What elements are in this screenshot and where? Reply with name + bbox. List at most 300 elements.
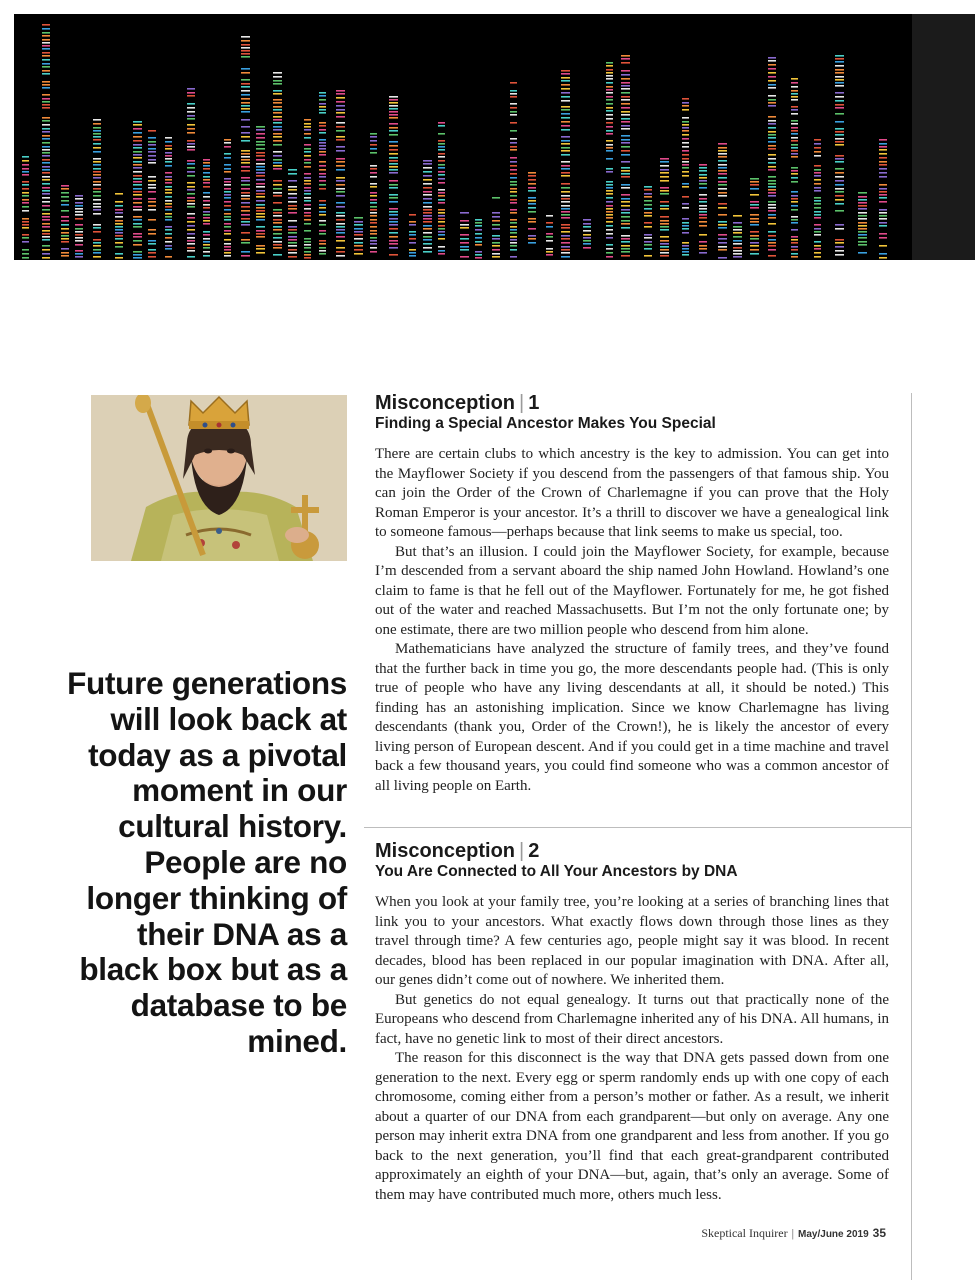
dna-band bbox=[165, 192, 172, 194]
dna-band bbox=[115, 201, 123, 203]
dna-band bbox=[75, 195, 83, 197]
dna-band bbox=[718, 177, 727, 179]
dna-band bbox=[241, 156, 250, 158]
dna-band bbox=[561, 113, 570, 115]
dna-band bbox=[319, 161, 326, 163]
dna-band bbox=[621, 238, 630, 240]
dna-band bbox=[241, 79, 250, 81]
dna-band bbox=[42, 107, 50, 109]
dna-band bbox=[768, 214, 776, 216]
dna-band bbox=[336, 195, 345, 197]
dna-band bbox=[814, 248, 821, 250]
dna-band bbox=[621, 62, 630, 64]
body-paragraph: When you look at your family tree, you’re looking at a series of branching lines that link you to your ancestors. What exactly flows down through those lines as they travel through time? A few centuries ago, people might say it was blood. In recent decades, blood has been replaced in our popular imagination with DNA. After all, our genes didn’t come out of nowhere. We inherited them. bbox=[375, 894, 889, 988]
dna-band bbox=[165, 245, 172, 247]
dna-band bbox=[682, 196, 689, 198]
dna-band bbox=[768, 223, 776, 225]
dna-band bbox=[606, 103, 613, 105]
dna-band bbox=[644, 215, 652, 217]
dna-band bbox=[409, 249, 416, 251]
dna-band bbox=[814, 224, 821, 226]
dna-band bbox=[879, 143, 887, 145]
dna-band bbox=[814, 155, 821, 157]
dna-band bbox=[148, 159, 156, 161]
dna-band bbox=[187, 213, 195, 215]
dna-band bbox=[835, 242, 844, 244]
dna-band bbox=[528, 175, 536, 177]
dna-band bbox=[510, 161, 517, 163]
dna-band bbox=[389, 111, 398, 113]
dna-band bbox=[606, 86, 613, 88]
dna-band bbox=[682, 154, 689, 156]
dna-band bbox=[561, 84, 570, 86]
banner-side-shade bbox=[912, 14, 975, 260]
dna-band bbox=[241, 132, 250, 134]
dna-band bbox=[660, 169, 669, 171]
dna-band bbox=[475, 251, 482, 253]
dna-band bbox=[660, 172, 669, 174]
dna-band bbox=[42, 230, 50, 232]
dna-band bbox=[370, 209, 377, 211]
dna-band bbox=[528, 187, 536, 189]
dna-band bbox=[61, 204, 69, 206]
dna-band bbox=[660, 243, 669, 245]
dna-band bbox=[389, 99, 398, 101]
dna-band bbox=[835, 113, 844, 115]
dna-band bbox=[606, 130, 613, 132]
dna-band bbox=[768, 80, 776, 82]
dna-band bbox=[304, 155, 311, 157]
dna-band bbox=[835, 168, 844, 170]
dna-band bbox=[133, 209, 142, 211]
dna-band bbox=[241, 50, 250, 52]
dna-band bbox=[583, 219, 591, 221]
dna-band bbox=[644, 204, 652, 206]
dna-band bbox=[510, 157, 517, 159]
dna-band bbox=[510, 138, 517, 140]
dna-band bbox=[835, 100, 844, 102]
dna-band bbox=[528, 218, 536, 220]
dna-band bbox=[768, 242, 776, 244]
dna-band bbox=[241, 202, 250, 204]
dna-band bbox=[835, 58, 844, 60]
dna-band bbox=[187, 197, 195, 199]
dna-band bbox=[858, 225, 867, 227]
dna-band bbox=[835, 184, 844, 186]
dna-band bbox=[389, 221, 398, 223]
dna-band bbox=[814, 139, 821, 141]
dna-band bbox=[165, 233, 172, 235]
dna-band bbox=[165, 172, 172, 174]
dna-band bbox=[165, 213, 172, 215]
dna-band bbox=[389, 254, 398, 256]
dna-band bbox=[750, 181, 759, 183]
dna-band bbox=[319, 180, 326, 182]
dna-band bbox=[791, 153, 798, 155]
dna-band bbox=[203, 207, 210, 209]
dna-band bbox=[423, 212, 432, 214]
dna-band bbox=[273, 151, 282, 153]
section-number: 1 bbox=[528, 392, 540, 414]
dna-band bbox=[644, 226, 652, 228]
dna-band bbox=[148, 176, 156, 178]
dna-band bbox=[835, 228, 844, 230]
dna-band bbox=[165, 219, 172, 221]
dna-band bbox=[61, 216, 69, 218]
dna-band bbox=[389, 153, 398, 155]
dna-band bbox=[879, 245, 887, 247]
dna-band bbox=[768, 116, 776, 118]
dna-band bbox=[187, 149, 195, 151]
dna-band bbox=[621, 125, 630, 127]
dna-band bbox=[224, 181, 231, 183]
dna-band bbox=[561, 211, 570, 213]
dna-band bbox=[42, 152, 50, 154]
dna-band bbox=[561, 195, 570, 197]
dna-band bbox=[718, 153, 727, 155]
dna-band bbox=[879, 253, 887, 255]
dna-band bbox=[423, 209, 432, 211]
dna-band bbox=[224, 209, 231, 211]
dna-band bbox=[682, 183, 689, 185]
dna-band bbox=[606, 82, 613, 84]
dna-band bbox=[304, 159, 311, 161]
dna-band bbox=[203, 179, 210, 181]
dna-band bbox=[858, 192, 867, 194]
dna-band bbox=[354, 249, 363, 251]
dna-band bbox=[304, 219, 311, 221]
dna-band bbox=[389, 96, 398, 98]
dna-band bbox=[256, 213, 265, 215]
body-paragraph: There are certain clubs to which ancestry is the key to admission. You can get into the Mayflower Society if you descend from the passengers of that famous ship. You can join the Order of the Crown of Charlemagne if you can prove that the Holy Roman Emperor is your ancestor. It’s a thrill to discover we have a genealogical link to someone famous—perhaps because that link seems to make us special, too. bbox=[375, 446, 889, 540]
dna-band bbox=[187, 225, 195, 227]
dna-band bbox=[75, 256, 83, 258]
dna-band bbox=[660, 229, 669, 231]
dna-band bbox=[133, 178, 142, 180]
dna-band bbox=[148, 256, 156, 258]
dna-band bbox=[621, 103, 630, 105]
dna-band bbox=[273, 188, 282, 190]
dna-band bbox=[768, 95, 776, 97]
footer-separator: | bbox=[791, 1226, 795, 1240]
dna-band bbox=[370, 237, 377, 239]
dna-band bbox=[336, 177, 345, 179]
dna-band bbox=[621, 99, 630, 101]
dna-band bbox=[510, 114, 517, 116]
dna-band bbox=[423, 179, 432, 181]
body-paragraph: But genetics do not equal genealogy. It turns out that practically none of the Europeans who descend from Charlemagne inherited any of his DNA. All humans, in fact, have no genetic link to most of their direct ancestors. bbox=[375, 991, 889, 1047]
dna-band bbox=[370, 183, 377, 185]
dna-band bbox=[241, 242, 250, 244]
dna-band bbox=[423, 221, 432, 223]
dna-band bbox=[409, 231, 416, 233]
dna-band bbox=[389, 141, 398, 143]
dna-band bbox=[682, 98, 689, 100]
dna-band bbox=[133, 136, 142, 138]
dna-band bbox=[133, 191, 142, 193]
dna-band bbox=[133, 198, 142, 200]
dna-band bbox=[288, 220, 297, 222]
dna-band bbox=[733, 229, 742, 231]
dna-band bbox=[133, 164, 142, 166]
dna-band bbox=[241, 198, 250, 200]
dna-band bbox=[187, 247, 195, 249]
dna-band bbox=[133, 219, 142, 221]
dna-band bbox=[389, 123, 398, 125]
dna-band bbox=[93, 203, 101, 205]
dna-band bbox=[319, 200, 326, 202]
dna-band bbox=[621, 205, 630, 207]
dna-band bbox=[699, 170, 707, 172]
dna-band bbox=[93, 252, 101, 254]
dna-band bbox=[733, 240, 742, 242]
dna-band bbox=[768, 217, 776, 219]
dna-band bbox=[660, 223, 669, 225]
dna-band bbox=[42, 42, 50, 44]
dna-band bbox=[336, 251, 345, 253]
dna-band bbox=[492, 235, 500, 237]
dna-band bbox=[389, 102, 398, 104]
dna-band bbox=[768, 154, 776, 156]
dna-band bbox=[42, 223, 50, 225]
dna-band bbox=[165, 137, 172, 139]
dna-band bbox=[835, 161, 844, 163]
dna-band bbox=[718, 234, 727, 236]
dna-band bbox=[768, 204, 776, 206]
dna-band bbox=[791, 256, 798, 258]
dna-band bbox=[606, 126, 613, 128]
dna-band bbox=[148, 219, 156, 221]
dna-band bbox=[256, 169, 265, 171]
dna-band bbox=[644, 196, 652, 198]
dna-band bbox=[835, 254, 844, 256]
dna-band bbox=[791, 140, 798, 142]
dna-band bbox=[61, 185, 69, 187]
dna-band bbox=[370, 136, 377, 138]
dna-band bbox=[256, 207, 265, 209]
dna-band bbox=[858, 234, 867, 236]
dna-band bbox=[148, 252, 156, 254]
dna-band bbox=[370, 172, 377, 174]
dna-band bbox=[791, 130, 798, 132]
dna-band bbox=[438, 140, 445, 142]
dna-band bbox=[791, 242, 798, 244]
dna-band bbox=[546, 222, 553, 224]
dna-band bbox=[133, 144, 142, 146]
dna-band bbox=[224, 201, 231, 203]
dna-band bbox=[835, 131, 844, 133]
dna-band bbox=[791, 236, 798, 238]
dna-band bbox=[273, 140, 282, 142]
dna-band bbox=[336, 116, 345, 118]
dna-band bbox=[682, 130, 689, 132]
dna-band bbox=[606, 62, 613, 64]
dna-band bbox=[546, 240, 553, 242]
dna-band bbox=[460, 256, 469, 258]
dna-band bbox=[621, 170, 630, 172]
dna-band bbox=[370, 219, 377, 221]
dna-band bbox=[148, 151, 156, 153]
section-divider bbox=[364, 827, 912, 828]
dna-band bbox=[835, 176, 844, 178]
dna-band bbox=[22, 160, 29, 162]
dna-band bbox=[148, 137, 156, 139]
dna-band bbox=[791, 133, 798, 135]
dna-band bbox=[165, 148, 172, 150]
dna-band bbox=[791, 198, 798, 200]
dna-band bbox=[814, 197, 821, 199]
dna-band bbox=[718, 143, 727, 145]
dna-band bbox=[768, 176, 776, 178]
dna-band bbox=[768, 137, 776, 139]
dna-band bbox=[273, 122, 282, 124]
dna-band bbox=[475, 254, 482, 256]
dna-band bbox=[370, 243, 377, 245]
dna-band bbox=[319, 129, 326, 131]
dna-band bbox=[621, 187, 630, 189]
dna-band bbox=[165, 165, 172, 167]
dna-band bbox=[273, 129, 282, 131]
dna-band bbox=[835, 191, 844, 193]
dna-band bbox=[42, 94, 50, 96]
dna-band bbox=[621, 85, 630, 87]
dna-band bbox=[354, 245, 363, 247]
dna-band bbox=[241, 94, 250, 96]
dna-band bbox=[165, 206, 172, 208]
dna-band bbox=[241, 188, 250, 190]
dna-band bbox=[304, 257, 311, 259]
dna-band bbox=[621, 173, 630, 175]
dna-band bbox=[791, 93, 798, 95]
dna-band bbox=[148, 155, 156, 157]
dna-band bbox=[561, 208, 570, 210]
dna-band bbox=[606, 107, 613, 109]
dna-band bbox=[660, 252, 669, 254]
dna-band bbox=[561, 238, 570, 240]
dna-band bbox=[288, 256, 297, 258]
dna-band bbox=[423, 251, 432, 253]
dna-band bbox=[319, 233, 326, 235]
dna-band bbox=[791, 195, 798, 197]
dna-band bbox=[682, 134, 689, 136]
dna-band bbox=[733, 253, 742, 255]
dna-band bbox=[319, 165, 326, 167]
dna-band bbox=[510, 209, 517, 211]
dna-band bbox=[336, 146, 345, 148]
dna-band bbox=[165, 145, 172, 147]
dna-band bbox=[93, 184, 101, 186]
dna-band bbox=[288, 212, 297, 214]
dna-band bbox=[336, 126, 345, 128]
pull-quote: Future generations will look back at today as a pivotal moment in our cultural history. People are no longer thinking of their DNA as a black box but as a database to be mined. bbox=[67, 665, 347, 1059]
dna-band bbox=[273, 159, 282, 161]
dna-band bbox=[273, 112, 282, 114]
dna-band bbox=[133, 206, 142, 208]
dna-band bbox=[288, 245, 297, 247]
dna-band bbox=[75, 218, 83, 220]
dna-band bbox=[241, 40, 250, 42]
dna-band bbox=[858, 237, 867, 239]
dna-band bbox=[460, 246, 469, 248]
dna-band bbox=[187, 221, 195, 223]
dna-band bbox=[460, 227, 469, 229]
dna-band bbox=[561, 165, 570, 167]
dna-band bbox=[768, 231, 776, 233]
dna-band bbox=[561, 80, 570, 82]
dna-band bbox=[61, 196, 69, 198]
dna-sequence-banner bbox=[0, 0, 975, 260]
dna-band bbox=[354, 242, 363, 244]
dna-band bbox=[561, 88, 570, 90]
dna-band bbox=[389, 134, 398, 136]
dna-band bbox=[606, 190, 613, 192]
dna-band bbox=[148, 187, 156, 189]
dna-band bbox=[304, 177, 311, 179]
dna-band bbox=[22, 221, 29, 223]
dna-band bbox=[389, 243, 398, 245]
dna-band bbox=[288, 208, 297, 210]
dna-band bbox=[256, 179, 265, 181]
dna-band bbox=[241, 119, 250, 121]
dna-band bbox=[241, 56, 250, 58]
dna-band bbox=[187, 250, 195, 252]
dna-band bbox=[460, 242, 469, 244]
dna-band bbox=[42, 162, 50, 164]
dna-band bbox=[224, 178, 231, 180]
dna-band bbox=[879, 201, 887, 203]
dna-band bbox=[336, 226, 345, 228]
dna-band bbox=[224, 164, 231, 166]
dna-band bbox=[304, 200, 311, 202]
dna-band bbox=[858, 208, 867, 210]
dna-band bbox=[561, 205, 570, 207]
dna-band bbox=[93, 242, 101, 244]
dna-band bbox=[273, 165, 282, 167]
dna-band bbox=[510, 149, 517, 151]
dna-band bbox=[203, 217, 210, 219]
dna-band bbox=[336, 90, 345, 92]
dna-band bbox=[241, 251, 250, 253]
dna-band bbox=[224, 153, 231, 155]
dna-band bbox=[42, 124, 50, 126]
dna-band bbox=[133, 244, 142, 246]
dna-band bbox=[750, 204, 759, 206]
dna-band bbox=[621, 220, 630, 222]
section-label: Misconception bbox=[375, 392, 516, 414]
dna-band bbox=[835, 96, 844, 98]
dna-band bbox=[858, 241, 867, 243]
dna-band bbox=[858, 199, 867, 201]
dna-band bbox=[750, 188, 759, 190]
dna-band bbox=[273, 237, 282, 239]
dna-band bbox=[835, 195, 844, 197]
dna-band bbox=[187, 182, 195, 184]
dna-band bbox=[288, 242, 297, 244]
dna-band bbox=[370, 192, 377, 194]
dna-band bbox=[423, 225, 432, 227]
dna-band bbox=[606, 118, 613, 120]
dna-band bbox=[224, 191, 231, 193]
dna-band bbox=[241, 136, 250, 138]
dna-band bbox=[273, 202, 282, 204]
dna-band bbox=[510, 107, 517, 109]
dna-band bbox=[475, 237, 482, 239]
dna-band bbox=[510, 202, 517, 204]
dna-band bbox=[256, 155, 265, 157]
dna-band bbox=[273, 180, 282, 182]
dna-band bbox=[61, 241, 69, 243]
dna-band bbox=[835, 141, 844, 143]
